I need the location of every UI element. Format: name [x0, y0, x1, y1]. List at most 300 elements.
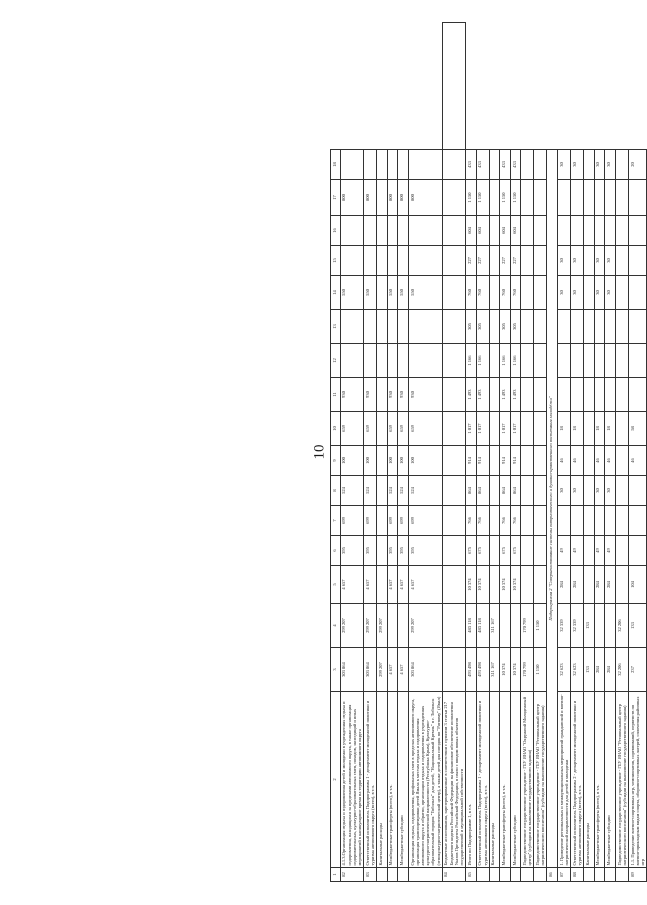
value-cell — [521, 476, 534, 506]
value-cell — [364, 310, 377, 344]
value-cell: 284 — [557, 566, 570, 604]
value-cell — [377, 150, 388, 180]
value-cell: 550 — [364, 276, 377, 310]
value-cell: 30 — [557, 246, 570, 276]
row-description: Капитальные расходы — [583, 692, 594, 868]
row-number — [510, 868, 521, 882]
value-cell: 493 498 — [466, 648, 477, 692]
value-cell: 1 166 — [510, 344, 521, 378]
value-cell — [534, 310, 547, 344]
value-cell: 864 — [476, 476, 489, 506]
column-header: 18 — [331, 150, 341, 180]
value-cell: 30 — [557, 276, 570, 310]
value-cell — [377, 506, 388, 536]
value-cell: 305 — [510, 310, 521, 344]
row-description: Межбюджетные субсидии — [605, 692, 616, 868]
value-cell — [534, 150, 547, 180]
value-cell: 699 — [408, 506, 442, 536]
budget-table-container — [330, 22, 645, 882]
value-cell: 10 374 — [500, 566, 511, 604]
value-cell: 305 — [476, 310, 489, 344]
value-cell: 1 493 — [466, 378, 477, 412]
value-cell — [377, 446, 388, 476]
value-cell: 100 — [408, 446, 442, 476]
value-cell: 30 — [594, 276, 605, 310]
value-cell — [583, 276, 594, 310]
table-row — [340, 23, 363, 882]
value-cell: 1 150 — [534, 604, 547, 648]
value-cell — [442, 566, 465, 604]
value-cell: 524 — [387, 476, 398, 506]
row-number: 85 — [466, 868, 477, 882]
value-cell: 30 — [605, 150, 616, 180]
value-cell — [489, 310, 500, 344]
value-cell — [489, 536, 500, 566]
value-cell: 395 — [398, 536, 409, 566]
value-cell — [387, 310, 398, 344]
value-cell — [377, 180, 388, 216]
value-cell — [340, 310, 363, 344]
table-row — [594, 23, 605, 882]
value-cell — [377, 246, 388, 276]
value-cell — [387, 150, 398, 180]
value-cell: 864 — [500, 476, 511, 506]
row-number — [377, 868, 388, 882]
value-cell — [615, 446, 628, 476]
value-cell: 1 017 — [510, 412, 521, 446]
row-description: Организация отдыха, оздоровления, профильных смен в пределах автономного округа, организация транспортировки детей Ямала к местам отдыха и оздоровления автономного округа и обратно, организации отдыха и оздоровления в учреждениях культурно-патриотической направленности (Республика Крым), Культурно-образовательный городок "Тобольск" для детей, "Национальный Кремль" в г. Тобольск (этнокультурно-патриотический центр), а также детей для поездок по "Ратному" (Ямал) — [408, 692, 442, 868]
value-cell — [605, 604, 616, 648]
value-cell — [408, 150, 442, 180]
row-description: Межбюджетные субсидии — [398, 692, 409, 868]
value-cell — [442, 648, 465, 692]
value-cell: 100 — [387, 446, 398, 476]
value-cell — [442, 216, 465, 246]
value-cell: 1 150 — [510, 180, 521, 216]
value-cell — [583, 566, 594, 604]
value-cell: 18 — [605, 412, 616, 446]
value-cell: 10 374 — [500, 648, 511, 692]
value-cell — [387, 246, 398, 276]
column-header: 13 — [331, 310, 341, 344]
value-cell — [583, 310, 594, 344]
value-cell — [615, 150, 628, 180]
row-description: 1. Проведение региональных и межмуниципальных мероприятий гражданской и военно-патриотической направленности для детей и молодежи — [557, 692, 570, 868]
value-cell — [398, 150, 409, 180]
value-cell — [583, 150, 594, 180]
value-cell — [628, 310, 646, 344]
value-cell: 1 166 — [466, 344, 477, 378]
value-cell — [570, 180, 583, 216]
column-header: 2 — [331, 692, 341, 868]
value-cell: 760 — [510, 276, 521, 310]
value-cell: 4 657 — [398, 648, 409, 692]
value-cell: 675 — [510, 536, 521, 566]
value-cell — [377, 536, 388, 566]
value-cell — [489, 412, 500, 446]
value-cell — [628, 344, 646, 378]
value-cell — [557, 310, 570, 344]
row-description: Ответственный исполнитель Подпрограммы 1 - департамент молодежной политики и туризма автономного округа (всего), в т.ч. — [476, 692, 489, 868]
value-cell: 699 — [398, 506, 409, 536]
value-cell: 284 — [605, 566, 616, 604]
value-cell: 30 — [570, 150, 583, 180]
table-row — [628, 23, 646, 882]
value-cell: 930 — [398, 378, 409, 412]
value-cell — [521, 446, 534, 476]
value-cell — [489, 216, 500, 246]
value-cell — [510, 604, 521, 648]
row-number: 82 — [340, 868, 363, 882]
value-cell: 395 — [387, 536, 398, 566]
value-cell — [570, 506, 583, 536]
value-cell — [442, 412, 465, 446]
row-number — [605, 868, 616, 882]
value-cell: 864 — [466, 476, 477, 506]
value-cell — [605, 378, 616, 412]
value-cell: 32 623 — [570, 648, 583, 692]
value-cell: 170 799 — [521, 604, 534, 648]
column-header: 8 — [331, 476, 341, 506]
value-cell — [364, 150, 377, 180]
value-cell: 659 — [340, 412, 363, 446]
row-description: Ответственный исполнитель Подпрограммы 1 - департамент молодежной политики и туризма автономного округа (всего), в т.ч. — [364, 692, 377, 868]
value-cell — [377, 378, 388, 412]
value-cell: 4 657 — [387, 566, 398, 604]
value-cell: 766 — [476, 506, 489, 536]
value-cell — [534, 216, 547, 246]
value-cell: 32 339 — [557, 604, 570, 648]
table-row — [534, 23, 547, 882]
table-row — [615, 23, 628, 882]
value-cell: 1 150 — [534, 648, 547, 692]
value-cell — [398, 604, 409, 648]
table-row — [466, 23, 477, 882]
value-cell — [628, 506, 646, 536]
value-cell: 800 — [340, 180, 363, 216]
table-row — [442, 23, 465, 882]
value-cell: 659 — [398, 412, 409, 446]
value-cell — [628, 246, 646, 276]
value-cell: 493 498 — [476, 648, 489, 692]
value-cell: 604 — [476, 216, 489, 246]
value-cell — [557, 378, 570, 412]
column-header: 4 — [331, 604, 341, 648]
value-cell — [377, 310, 388, 344]
row-number: 88 — [570, 868, 583, 882]
value-cell: 284 — [570, 566, 583, 604]
value-cell: 766 — [500, 506, 511, 536]
value-cell: 483 118 — [466, 604, 477, 648]
value-cell — [442, 246, 465, 276]
value-cell: 1 017 — [500, 412, 511, 446]
row-number — [489, 868, 500, 882]
table-row — [570, 23, 583, 882]
value-cell — [615, 412, 628, 446]
value-cell — [534, 446, 547, 476]
value-cell: 1 150 — [466, 180, 477, 216]
value-cell — [583, 506, 594, 536]
value-cell — [442, 476, 465, 506]
value-cell — [557, 180, 570, 216]
row-number — [534, 868, 547, 882]
value-cell — [615, 536, 628, 566]
row-description: Ответственный исполнитель Подпрограммы 2 - департамент молодежной политики и туризма автономного округа (всего), в т.ч. — [570, 692, 583, 868]
column-header: 10 — [331, 412, 341, 446]
value-cell — [628, 536, 646, 566]
value-cell: 18 — [570, 412, 583, 446]
value-cell: 914 — [500, 446, 511, 476]
value-cell: 766 — [466, 506, 477, 536]
value-cell — [583, 446, 594, 476]
value-cell: 32 206 — [615, 648, 628, 692]
value-cell — [489, 344, 500, 378]
column-header: 9 — [331, 446, 341, 476]
value-cell — [387, 216, 398, 246]
value-cell — [442, 310, 465, 344]
value-cell: 30 — [605, 246, 616, 276]
value-cell: 49 — [605, 536, 616, 566]
value-cell — [387, 344, 398, 378]
value-cell — [442, 378, 465, 412]
value-cell — [583, 536, 594, 566]
value-cell — [615, 216, 628, 246]
value-cell — [521, 150, 534, 180]
value-cell: 46 — [605, 446, 616, 476]
value-cell: 18 — [557, 412, 570, 446]
value-cell: 766 — [510, 506, 521, 536]
value-cell: 550 — [387, 276, 398, 310]
table-row — [408, 23, 442, 882]
value-cell: 30 — [570, 476, 583, 506]
row-number — [476, 868, 489, 882]
value-cell — [521, 378, 534, 412]
value-cell: 32 339 — [570, 604, 583, 648]
table-row — [510, 23, 521, 882]
value-cell — [615, 378, 628, 412]
value-cell: 760 — [466, 276, 477, 310]
row-number — [387, 868, 398, 882]
value-cell: 299 207 — [364, 604, 377, 648]
value-cell — [570, 216, 583, 246]
value-cell — [534, 536, 547, 566]
value-cell: 58 — [628, 412, 646, 446]
value-cell — [583, 476, 594, 506]
value-cell: 550 — [340, 276, 363, 310]
value-cell — [605, 310, 616, 344]
row-description: Межбюджетные трансферты (всего), в т.ч. — [387, 692, 398, 868]
value-cell: 524 — [364, 476, 377, 506]
value-cell: 433 — [476, 150, 489, 180]
value-cell: 524 — [340, 476, 363, 506]
value-cell: 49 — [570, 536, 583, 566]
value-cell — [605, 216, 616, 246]
value-cell — [489, 476, 500, 506]
value-cell: 299 207 — [377, 648, 388, 692]
value-cell — [377, 566, 388, 604]
value-cell: 800 — [364, 180, 377, 216]
value-cell: 46 — [570, 446, 583, 476]
value-cell — [442, 276, 465, 310]
value-cell — [628, 476, 646, 506]
value-cell: 305 — [466, 310, 477, 344]
value-cell — [377, 412, 388, 446]
value-cell: 1 150 — [500, 180, 511, 216]
value-cell: 30 — [605, 476, 616, 506]
value-cell: 311 167 — [489, 604, 500, 648]
value-cell: 32 206 — [615, 604, 628, 648]
value-cell: 104 — [628, 566, 646, 604]
row-number — [408, 868, 442, 882]
value-cell — [583, 344, 594, 378]
value-cell — [615, 310, 628, 344]
value-cell: 30 — [557, 150, 570, 180]
value-cell: 305 — [500, 310, 511, 344]
value-cell — [534, 180, 547, 216]
value-cell — [615, 180, 628, 216]
value-cell — [364, 344, 377, 378]
value-cell: 49 — [594, 536, 605, 566]
value-cell — [628, 378, 646, 412]
value-cell: 524 — [408, 476, 442, 506]
row-description: Бюджетные ассигнования, зарезервированные в соответствии с пунктом 3 статьи 217 Бюджетного кодекса Российской Федерации на финансовое обеспечение исполнения Указов Президента Российской Федерации, в связи с вводом новых объектов государственной и муниципальной собственности — [442, 692, 465, 868]
table-row — [489, 23, 500, 882]
value-cell — [557, 216, 570, 246]
value-cell: 46 — [557, 446, 570, 476]
value-cell: 18 — [594, 412, 605, 446]
subprogram-heading: Подпрограмма 2 "Совершенствование системы патриотического и духовно-нравственного воспитания молодёжи" — [547, 150, 558, 868]
value-cell — [442, 604, 465, 648]
value-cell: 30 — [605, 276, 616, 310]
row-description: Капитальные расходы — [377, 692, 388, 868]
value-cell — [605, 180, 616, 216]
value-cell: 930 — [408, 378, 442, 412]
value-cell — [521, 412, 534, 446]
row-number — [521, 868, 534, 882]
value-cell: 46 — [594, 446, 605, 476]
value-cell — [408, 246, 442, 276]
value-cell — [387, 604, 398, 648]
row-number — [615, 868, 628, 882]
value-cell: 227 — [500, 246, 511, 276]
value-cell — [521, 276, 534, 310]
value-cell: 20 — [628, 150, 646, 180]
value-cell: 760 — [476, 276, 489, 310]
value-cell: 395 — [408, 536, 442, 566]
value-cell — [377, 476, 388, 506]
value-cell: 914 — [466, 446, 477, 476]
value-cell — [489, 246, 500, 276]
value-cell: 46 — [628, 446, 646, 476]
value-cell: 699 — [364, 506, 377, 536]
value-cell — [489, 446, 500, 476]
value-cell: 10 374 — [476, 566, 489, 604]
value-cell: 299 207 — [340, 604, 363, 648]
value-cell: 550 — [398, 276, 409, 310]
value-cell: 864 — [510, 476, 521, 506]
value-cell: 659 — [387, 412, 398, 446]
table-body — [340, 23, 646, 882]
value-cell — [615, 246, 628, 276]
value-cell: 675 — [500, 536, 511, 566]
value-cell: 699 — [387, 506, 398, 536]
column-header: 6 — [331, 536, 341, 566]
value-cell: 284 — [594, 566, 605, 604]
value-cell: 1 150 — [476, 180, 489, 216]
value-cell: 100 — [340, 446, 363, 476]
value-cell: 4 657 — [364, 566, 377, 604]
value-cell — [442, 506, 465, 536]
table-row — [547, 23, 558, 882]
value-cell — [557, 506, 570, 536]
value-cell: 237 — [628, 648, 646, 692]
value-cell: 10 374 — [510, 648, 521, 692]
value-cell — [615, 506, 628, 536]
value-cell — [521, 180, 534, 216]
value-cell — [521, 246, 534, 276]
table-row — [387, 23, 398, 882]
value-cell — [615, 344, 628, 378]
row-number — [594, 868, 605, 882]
value-cell — [534, 412, 547, 446]
table-row — [398, 23, 409, 882]
value-cell — [628, 276, 646, 310]
value-cell — [521, 344, 534, 378]
value-cell: 550 — [408, 276, 442, 310]
value-cell — [615, 476, 628, 506]
column-header: 14 — [331, 276, 341, 310]
row-number — [583, 868, 594, 882]
value-cell: 49 — [557, 536, 570, 566]
value-cell — [398, 216, 409, 246]
row-description: Межбюджетные субсидии — [510, 692, 521, 868]
row-number: 86 — [547, 868, 558, 882]
value-cell — [377, 216, 388, 246]
value-cell — [489, 150, 500, 180]
value-cell — [534, 276, 547, 310]
value-cell: 395 — [364, 536, 377, 566]
column-header: 16 — [331, 216, 341, 246]
value-cell: 604 — [510, 216, 521, 246]
value-cell: 299 207 — [408, 604, 442, 648]
row-description: Межбюджетные трансферты (всего), в т.ч. — [500, 692, 511, 868]
value-cell: 930 — [364, 378, 377, 412]
value-cell: 675 — [476, 536, 489, 566]
row-description: Подведомственное государственное учреждение - ГБУ ЯНАО "Окружной Молодежный центр" (субсидии на выполнение государственного задания) — [521, 692, 534, 868]
value-cell — [364, 216, 377, 246]
table-row — [476, 23, 489, 882]
value-cell: 800 — [398, 180, 409, 216]
value-cell — [628, 180, 646, 216]
value-cell — [628, 216, 646, 246]
value-cell — [583, 412, 594, 446]
table-row — [605, 23, 616, 882]
value-cell — [594, 604, 605, 648]
value-cell — [340, 216, 363, 246]
row-number: 87 — [557, 868, 570, 882]
value-cell: 227 — [510, 246, 521, 276]
value-cell — [340, 150, 363, 180]
value-cell: 303 864 — [364, 648, 377, 692]
value-cell: 914 — [476, 446, 489, 476]
row-number: 89 — [628, 868, 646, 882]
value-cell: 433 — [510, 150, 521, 180]
value-cell: 433 — [500, 150, 511, 180]
column-header: 11 — [331, 378, 341, 412]
value-cell: 395 — [340, 536, 363, 566]
value-cell: 227 — [466, 246, 477, 276]
value-cell — [615, 566, 628, 604]
